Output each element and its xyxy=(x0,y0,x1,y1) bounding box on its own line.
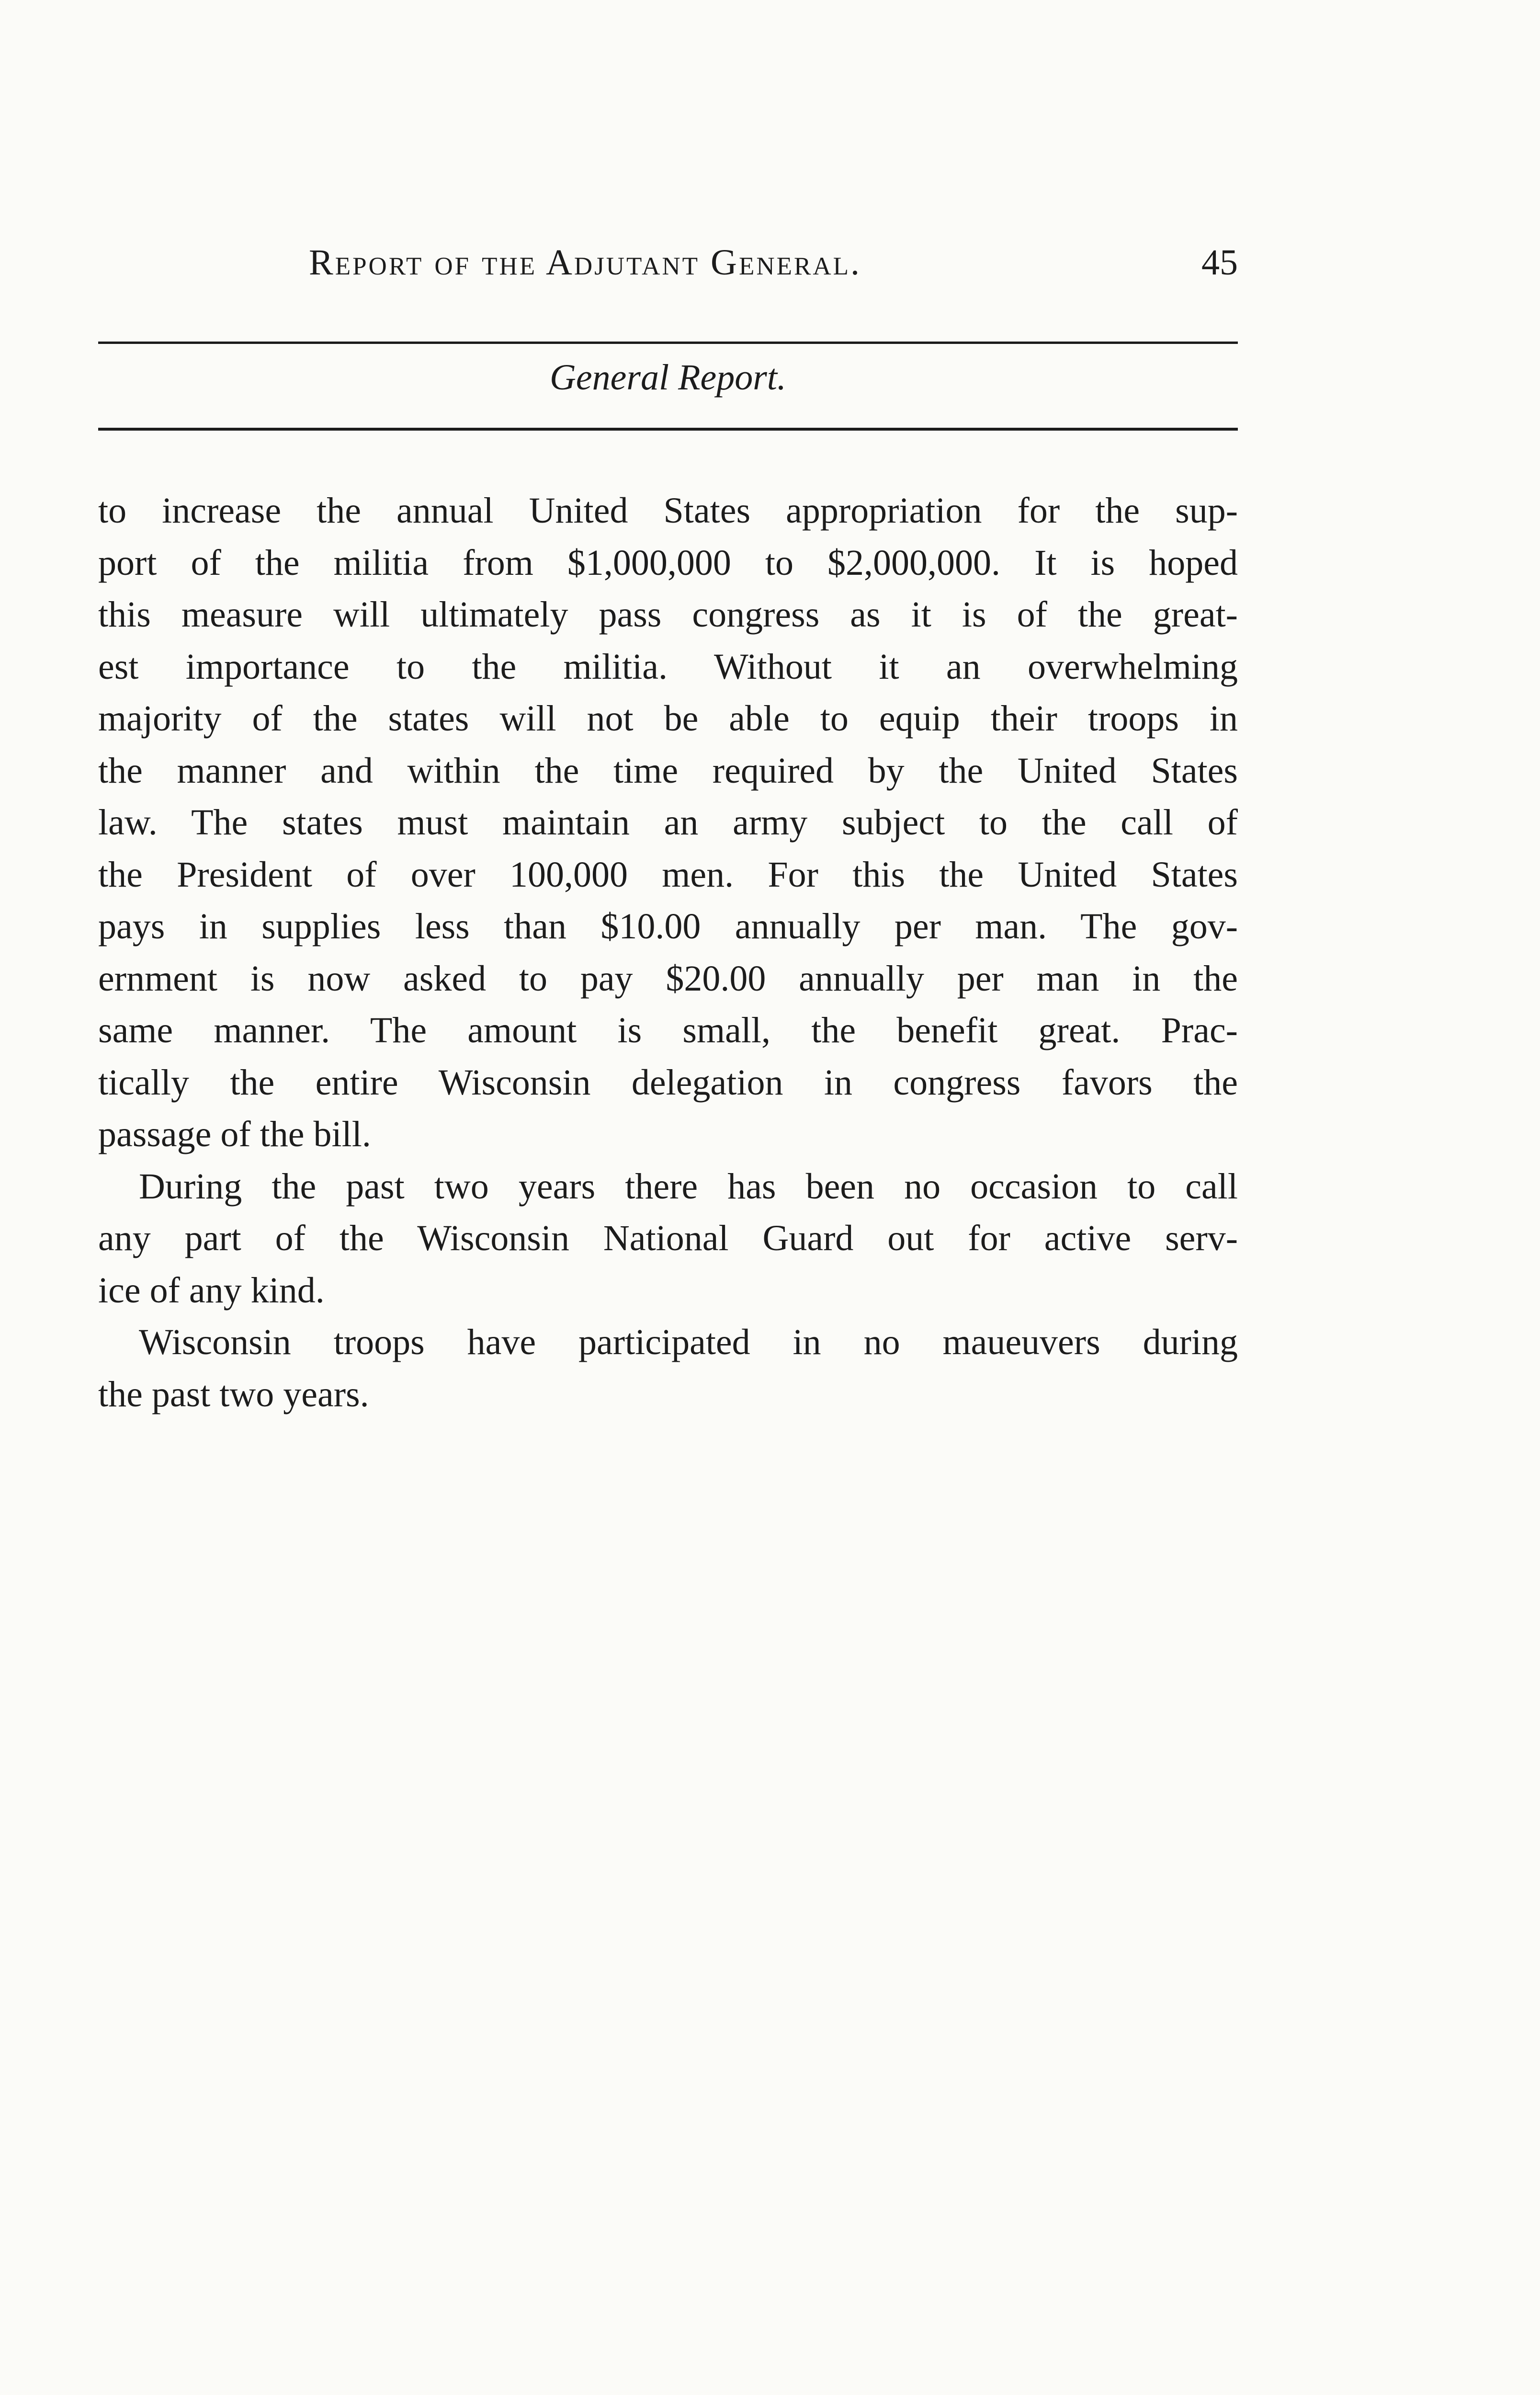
section-title: General Report. xyxy=(550,357,786,398)
body-line: ernment is now asked to pay $20.00 annually per man in the xyxy=(98,958,1238,999)
body-line: the manner and within the time required by the United States xyxy=(98,750,1238,791)
body-line: est importance to the militia. Without it an overwhelming xyxy=(98,646,1238,687)
body-line: law. The states must maintain an army subject to the call of xyxy=(98,802,1238,843)
header-rule-top xyxy=(98,342,1238,344)
body-line: the President of over 100,000 men. For this the United States xyxy=(98,854,1238,895)
body-line: tically the entire Wisconsin delegation in congress favors the xyxy=(98,1062,1238,1103)
body-line: same manner. The amount is small, the benefit great. Prac- xyxy=(98,1010,1238,1050)
body-line: port of the militia from $1,000,000 to $2,000,000. It is hoped xyxy=(98,542,1238,583)
body-line: Wisconsin troops have participated in no maueuvers during xyxy=(139,1322,1238,1362)
running-title: Report of the Adjutant General. xyxy=(309,242,861,283)
body-line: ice of any kind. xyxy=(98,1270,325,1311)
body-text xyxy=(98,485,1238,1420)
body-line: the past two years. xyxy=(98,1374,369,1414)
running-head xyxy=(98,242,1238,295)
body-line: to increase the annual United States appropriation for the sup- xyxy=(98,490,1238,531)
body-line: passage of the bill. xyxy=(98,1114,371,1154)
body-line: During the past two years there has been no occasion to call xyxy=(139,1166,1238,1207)
page-number: 45 xyxy=(1201,242,1238,283)
header-rule-bottom xyxy=(98,428,1238,431)
body-line: this measure will ultimately pass congress as it is of the great- xyxy=(98,594,1238,635)
body-line: any part of the Wisconsin National Guard out for active serv- xyxy=(98,1218,1238,1258)
body-line: pays in supplies less than $10.00 annually per man. The gov- xyxy=(98,906,1238,947)
body-line: majority of the states will not be able to equip their troops in xyxy=(98,698,1238,739)
